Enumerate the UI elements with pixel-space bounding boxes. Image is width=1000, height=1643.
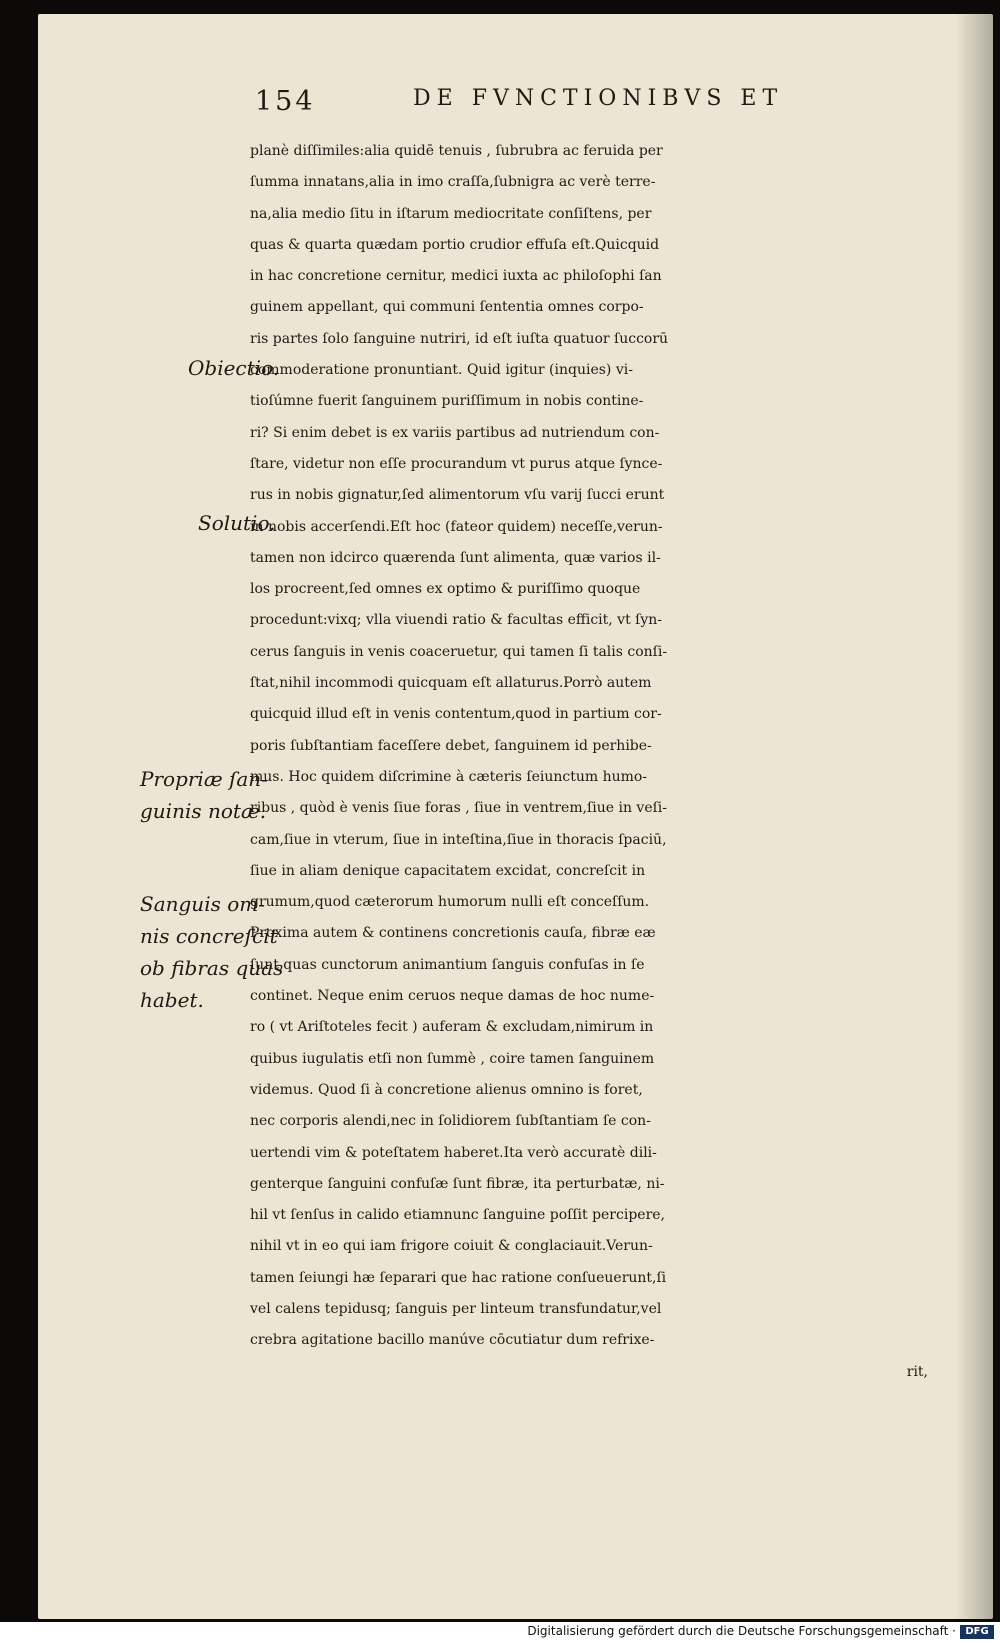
dfg-logo-icon: DFG xyxy=(960,1625,994,1639)
text-line: hil vt ſenſus in calido etiamnunc ſanguine poſſit percipere, xyxy=(250,1207,665,1224)
text-line: ſumma innatans,alia in imo craſſa,ſubnigra ac verè terre- xyxy=(250,174,656,191)
folio-number: 154 xyxy=(255,86,316,117)
margin-note-line: habet. xyxy=(140,988,204,1012)
text-line: videmus. Quod ſi à concretione alienus omnino is foret, xyxy=(250,1081,643,1098)
running-title: DE FVNCTIONIBVS ET xyxy=(413,86,784,111)
body-text xyxy=(250,136,950,1388)
footer-credit: Digitalisierung gefördert durch die Deutsche Forschungsgemeinschaft · xyxy=(527,1624,956,1638)
text-line: uertendi vim & poteſtatem haberet.Ita verò accuratè dili- xyxy=(250,1144,657,1161)
text-line: cam,ſiue in vterum, ſiue in inteſtina,ſiue in thoracis ſpaciū, xyxy=(250,831,667,848)
text-line: ro ( vt Ariſtoteles fecit ) auferam & excludam,nimirum in xyxy=(250,1019,654,1036)
margin-note-line: guinis notæ. xyxy=(140,799,267,823)
margin-note-solutio xyxy=(198,507,338,539)
margin-note-sanguis xyxy=(140,888,284,1016)
text-line: na,alia medio ſitu in iſtarum mediocritate conſiſtens, per xyxy=(250,205,652,222)
margin-note-propriae xyxy=(140,763,280,827)
digitization-footer xyxy=(0,1622,1000,1643)
text-line: nihil vt in eo qui iam frigore coiuit & conglaciauit.Verun- xyxy=(250,1238,653,1255)
text-line: quas & quarta quædam portio crudior effuſa eſt.Quicquid xyxy=(250,236,660,253)
text-line: mus. Hoc quidem diſcrimine à cæteris ſeiunctum humo- xyxy=(250,768,648,785)
text-line: rit, xyxy=(906,1363,928,1380)
text-line: ri? Si enim debet is ex variis partibus ad nutriendum con- xyxy=(250,424,660,441)
text-line: poris ſubſtantiam faceſſere debet, ſanguinem id perhibe- xyxy=(250,737,652,754)
text-line: Proxima autem & continens concretionis cauſa, fibræ eæ xyxy=(250,925,656,942)
text-line: genterque ſanguini confuſæ ſunt fibræ, ita perturbatæ, ni- xyxy=(250,1175,665,1192)
margin-note-objectio xyxy=(188,352,328,384)
text-line: procedunt:vixq; vlla viuendi ratio & facultas efficit, vt ſyn- xyxy=(250,612,662,629)
text-line: quicquid illud eſt in venis contentum,quod in partium cor- xyxy=(250,706,662,723)
text-line: planè diſſimiles:alia quidē tenuis , ſubrubra ac feruida per xyxy=(250,143,663,159)
text-line: ſtat,nihil incommodi quicquam eſt allaturus.Porrò autem xyxy=(250,675,652,692)
text-line: guinem appellant, qui communi ſententia omnes corpo- xyxy=(250,299,644,316)
text-line: ribus , quòd è venis ſiue foras , ſiue in ventrem,ſiue in veſi- xyxy=(250,800,667,817)
text-line: rus in nobis gignatur,ſed alimentorum vſu varij ſucci erunt xyxy=(250,487,665,504)
text-line: vel calens tepidusq; ſanguis per linteum transfundatur,vel xyxy=(250,1300,662,1317)
text-line: in hac concretione cernitur, medici iuxta ac philoſophi ſan xyxy=(250,268,662,285)
text-line: crebra agitatione bacillo manúve cōcutiatur dum refrixe- xyxy=(250,1332,655,1349)
margin-note-line: nis concreſcit xyxy=(140,924,278,948)
text-line: in nobis accerſendi.Eſt hoc (fateor quidem) neceſſe,verun- xyxy=(250,518,663,535)
margin-note-line: Sanguis om- xyxy=(140,892,265,916)
margin-note-line: Solutio. xyxy=(198,511,276,535)
text-line: cerus ſanguis in venis coaceruetur, qui tamen ſi talis conſi- xyxy=(250,643,668,660)
margin-note-line: Propriæ ſan- xyxy=(140,767,268,791)
margin-note-line: ob fibras quas xyxy=(140,956,284,980)
text-line: ris partes ſolo ſanguine nutriri, id eſt iuſta quatuor ſuccorū xyxy=(250,330,669,347)
text-line: los procreent,ſed omnes ex optimo & puriſſimo quoque xyxy=(250,581,641,598)
text-line: ſiue in aliam denique capacitatem excidat, concreſcit in xyxy=(250,862,646,879)
text-line: continet. Neque enim ceruos neque damas de hoc nume- xyxy=(250,988,655,1005)
text-line: grumum,quod cæterorum humorum nulli eſt conceſſum. xyxy=(250,894,650,911)
text-line: nec corporis alendi,nec in ſolidiorem ſubſtantiam ſe con- xyxy=(250,1113,651,1130)
text-line: commoderatione pronuntiant. Quid igitur (inquies) vi- xyxy=(250,362,633,379)
margin-note-line: Obiectio. xyxy=(188,356,280,380)
text-line: ſtare, videtur non eſſe procurandum vt purus atque ſynce- xyxy=(250,455,663,472)
page-gutter-shadow xyxy=(955,14,993,1619)
text-line: tioſúmne fuerit ſanguinem puriſſimum in nobis contine- xyxy=(250,393,644,410)
text-line: tamen non idcirco quærenda ſunt alimenta, quæ varios il- xyxy=(250,549,661,566)
text-line: ſunt,quas cunctorum animantium ſanguis confuſas in ſe xyxy=(250,956,645,973)
text-line: tamen ſeiungi hæ ſeparari que hac ratione conſueuerunt,ſi xyxy=(250,1269,667,1286)
text-line: quibus iugulatis etſi non ſummè , coire tamen ſanguinem xyxy=(250,1050,655,1067)
